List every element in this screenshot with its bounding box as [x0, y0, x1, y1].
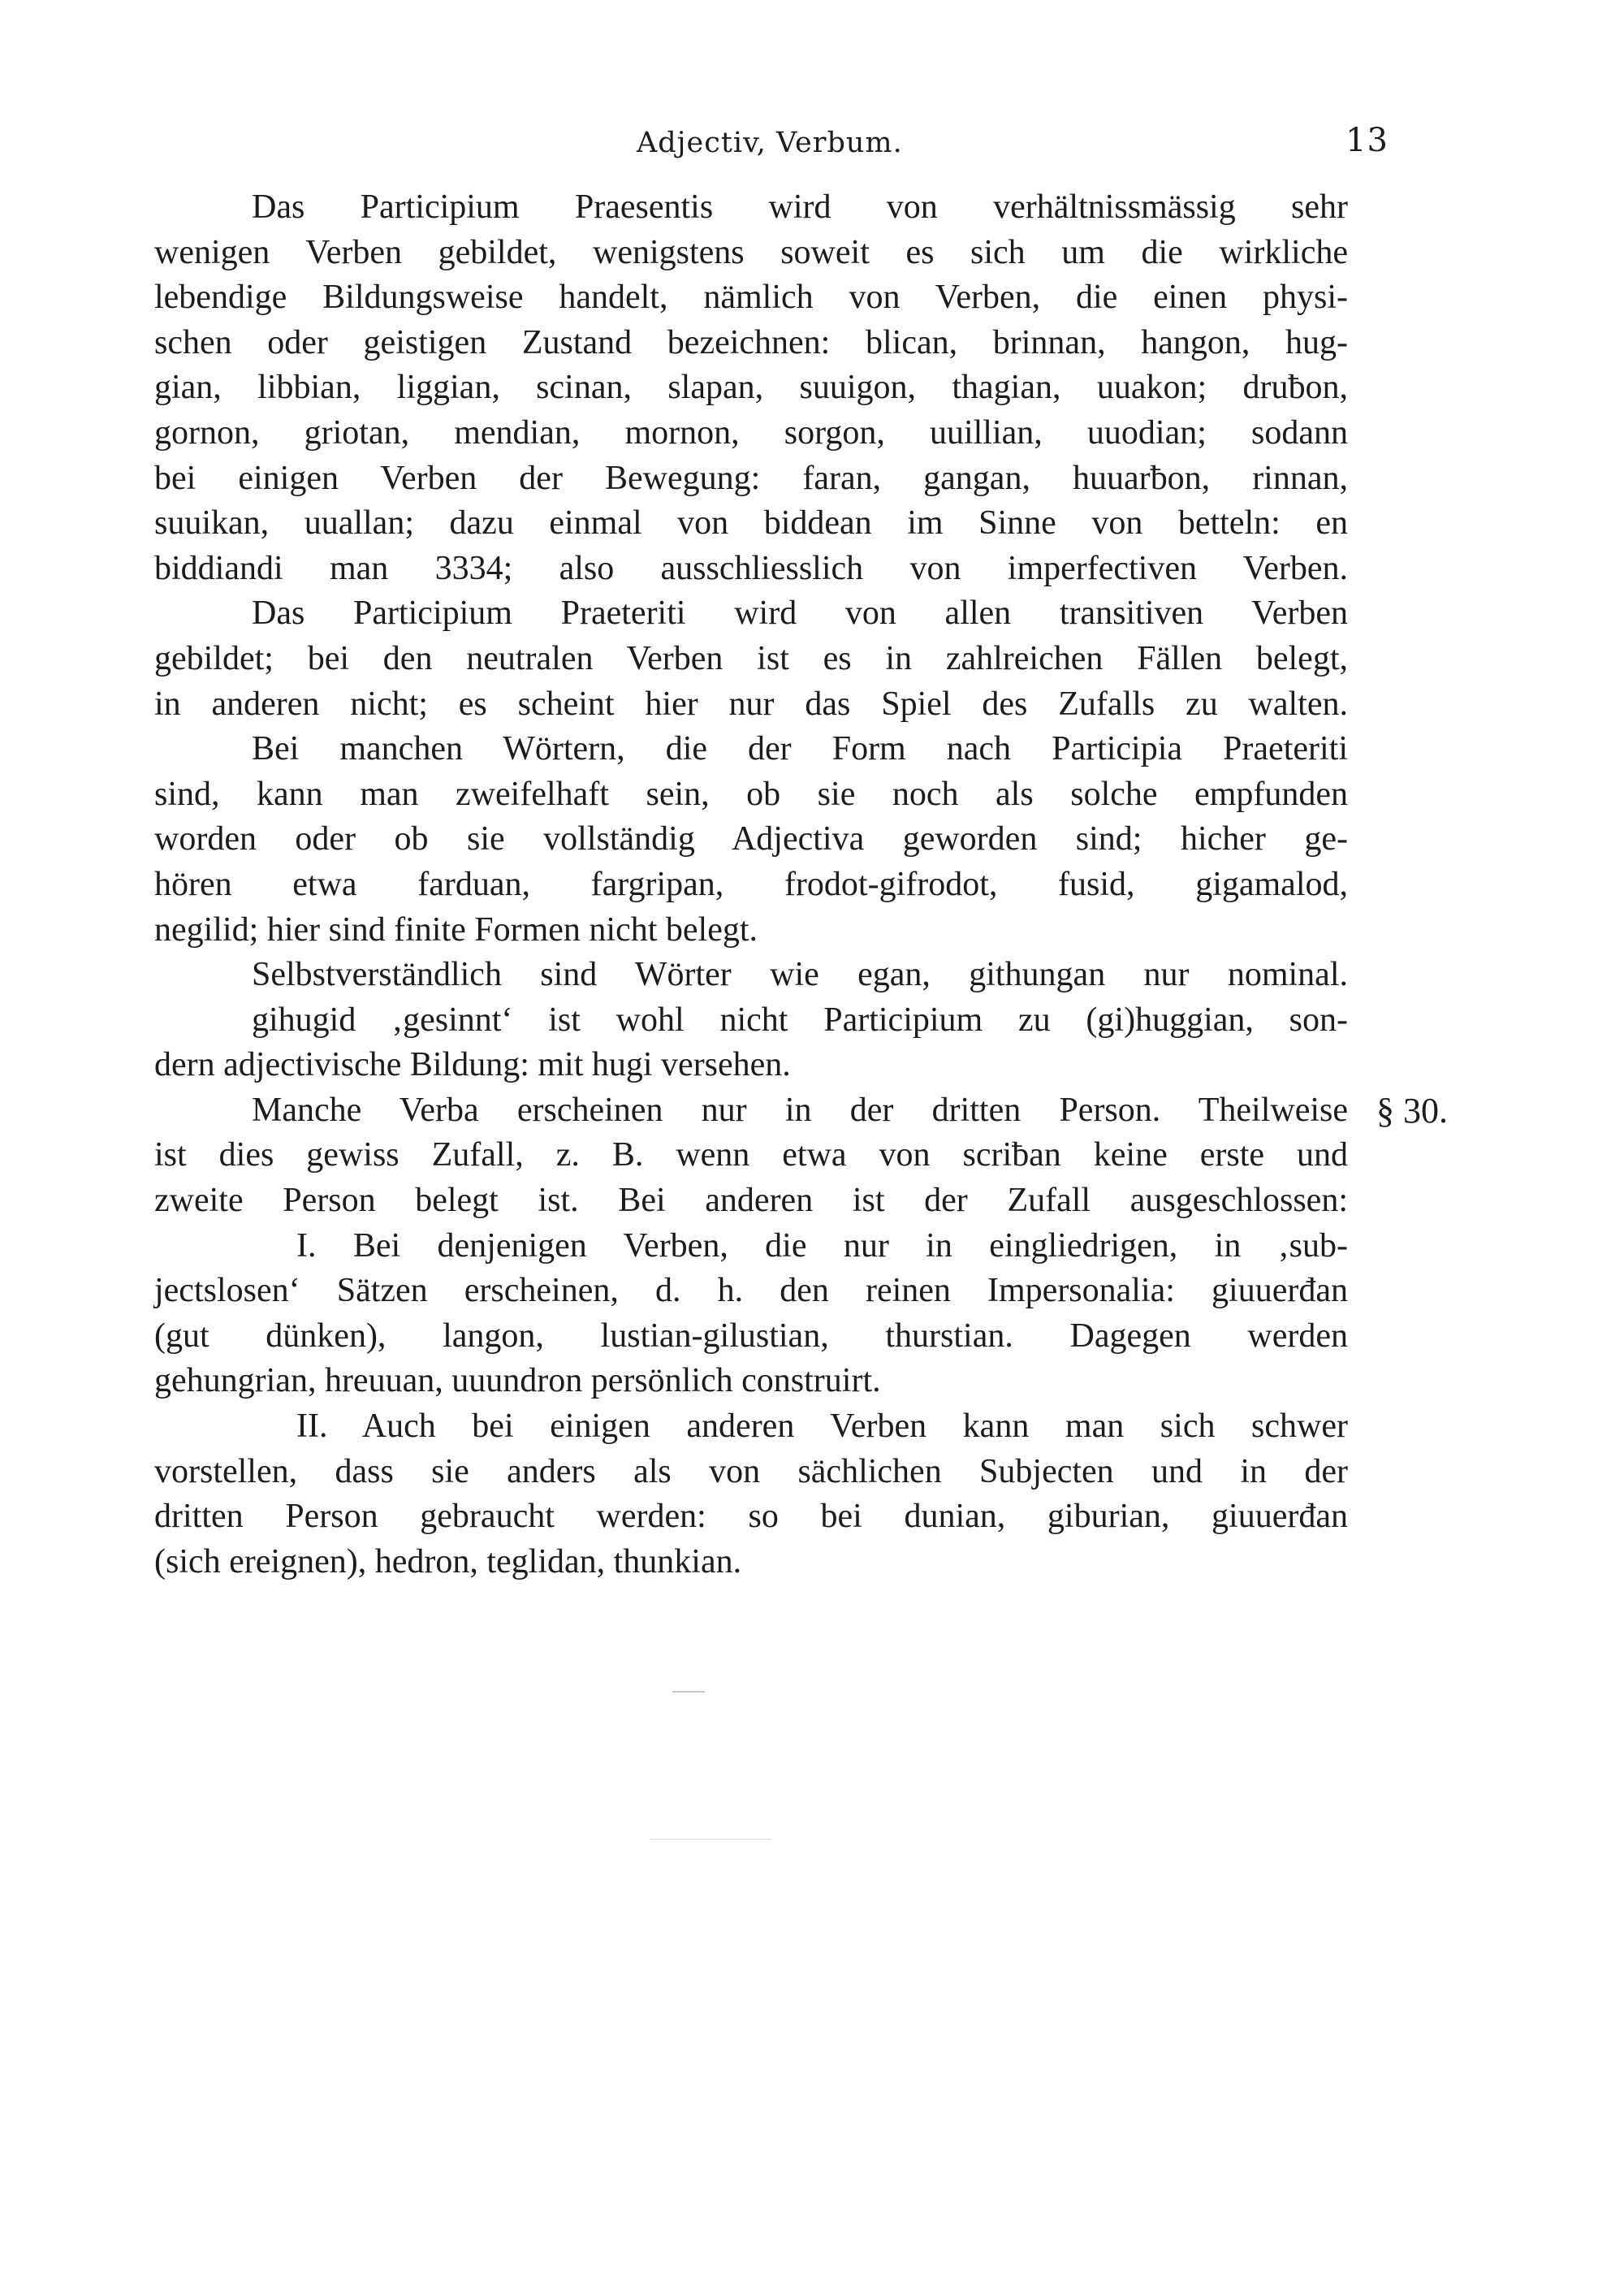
- running-head: [154, 122, 1389, 171]
- text-line: Bei manchen Wörtern, die der Form nach Participia Praeteriti: [252, 730, 1348, 768]
- text-line: jectslosen‘ Sätzen erscheinen, d. h. den reinen Impersonalia: giuuerđan: [154, 1272, 1348, 1310]
- text-line: II. Auch bei einigen anderen Verben kann man sich schwer: [296, 1407, 1348, 1446]
- text-line: schen oder geistigen Zustand bezeichnen: blican, brinnan, hangon, hug-: [154, 323, 1348, 361]
- text-line: (gut dünken), langon, lustian-gilustian, thurstian. Dagegen werden: [154, 1317, 1348, 1355]
- text-line: ist dies gewiss Zufall, z. B. wenn etwa von scriƀan keine erste und: [154, 1136, 1348, 1174]
- text-line: Selbstverständlich sind Wörter wie egan, githungan nur nominal.: [252, 956, 1348, 994]
- text-line: hören etwa farduan, fargripan, frodot-gifrodot, fusid, gigamalod,: [154, 865, 1348, 903]
- text-line: sind, kann man zweifelhaft sein, ob sie noch als solche empfunden: [154, 775, 1348, 813]
- text-line: worden oder ob sie vollständig Adjectiva geworden sind; hicher ge-: [154, 820, 1348, 858]
- text-line: gian, libbian, liggian, scinan, slapan, suuigon, thagian, uuakon; druƀon,: [154, 369, 1348, 407]
- print-smudge: [650, 1839, 771, 1840]
- text-line: (sich ereignen), hedron, teglidan, thunkian.: [154, 1542, 742, 1580]
- text-line: in anderen nicht; es scheint hier nur das Spiel des Zufalls zu walten.: [154, 685, 1348, 723]
- text-line: gornon, griotan, mendian, mornon, sorgon, uuillian, uuodian; sodann: [154, 413, 1348, 452]
- text-line: wenigen Verben gebildet, wenigstens soweit es sich um die wirkliche: [154, 233, 1348, 271]
- text-body: [154, 185, 1348, 1585]
- text-line: biddiandi man 3334; also ausschliesslich von imperfectiven Verben.: [154, 549, 1348, 587]
- text-line: bei einigen Verben der Bewegung: faran, gangan, huuarƀon, rinnan,: [154, 459, 1348, 497]
- text-line: gebildet; bei den neutralen Verben ist es in zahlreichen Fällen belegt,: [154, 639, 1348, 677]
- print-smudge: [672, 1691, 705, 1693]
- text-line: lebendige Bildungsweise handelt, nämlich von Verben, die einen physi-: [154, 279, 1348, 317]
- text-line: Das Participium Praeteriti wird von allen transitiven Verben: [252, 595, 1348, 633]
- text-line: negilid; hier sind finite Formen nicht belegt.: [154, 910, 758, 949]
- text-line: zweite Person belegt ist. Bei anderen ist der Zufall ausgeschlossen:: [154, 1182, 1348, 1220]
- text-line: gehungrian, hreuuan, uuundron persönlich construirt.: [154, 1362, 881, 1400]
- section-marker: § 30.: [1376, 1091, 1448, 1131]
- text-line: vorstellen, dass sie anders als von sächlichen Subjecten und in der: [154, 1452, 1348, 1490]
- text-line: dern adjectivische Bildung: mit hugi versehen.: [154, 1046, 791, 1084]
- text-line: Das Participium Praesentis wird von verhältnissmässig sehr: [252, 188, 1348, 226]
- page-number: 13: [1345, 122, 1389, 159]
- text-line: suuikan, uuallan; dazu einmal von biddean im Sinne von betteln: en: [154, 504, 1348, 543]
- text-line: Manche Verba erscheinen nur in der dritten Person. Theilweise: [252, 1091, 1348, 1129]
- text-line: gihugid ‚gesinnt‘ ist wohl nicht Participium zu (gi)huggian, son-: [252, 1001, 1348, 1039]
- text-line: I. Bei denjenigen Verben, die nur in eingliedrigen, in ‚sub-: [296, 1226, 1348, 1265]
- running-title: Adjectiv, Verbum.: [637, 127, 903, 159]
- text-line: dritten Person gebraucht werden: so bei dunian, giburian, giuuerđan: [154, 1498, 1348, 1536]
